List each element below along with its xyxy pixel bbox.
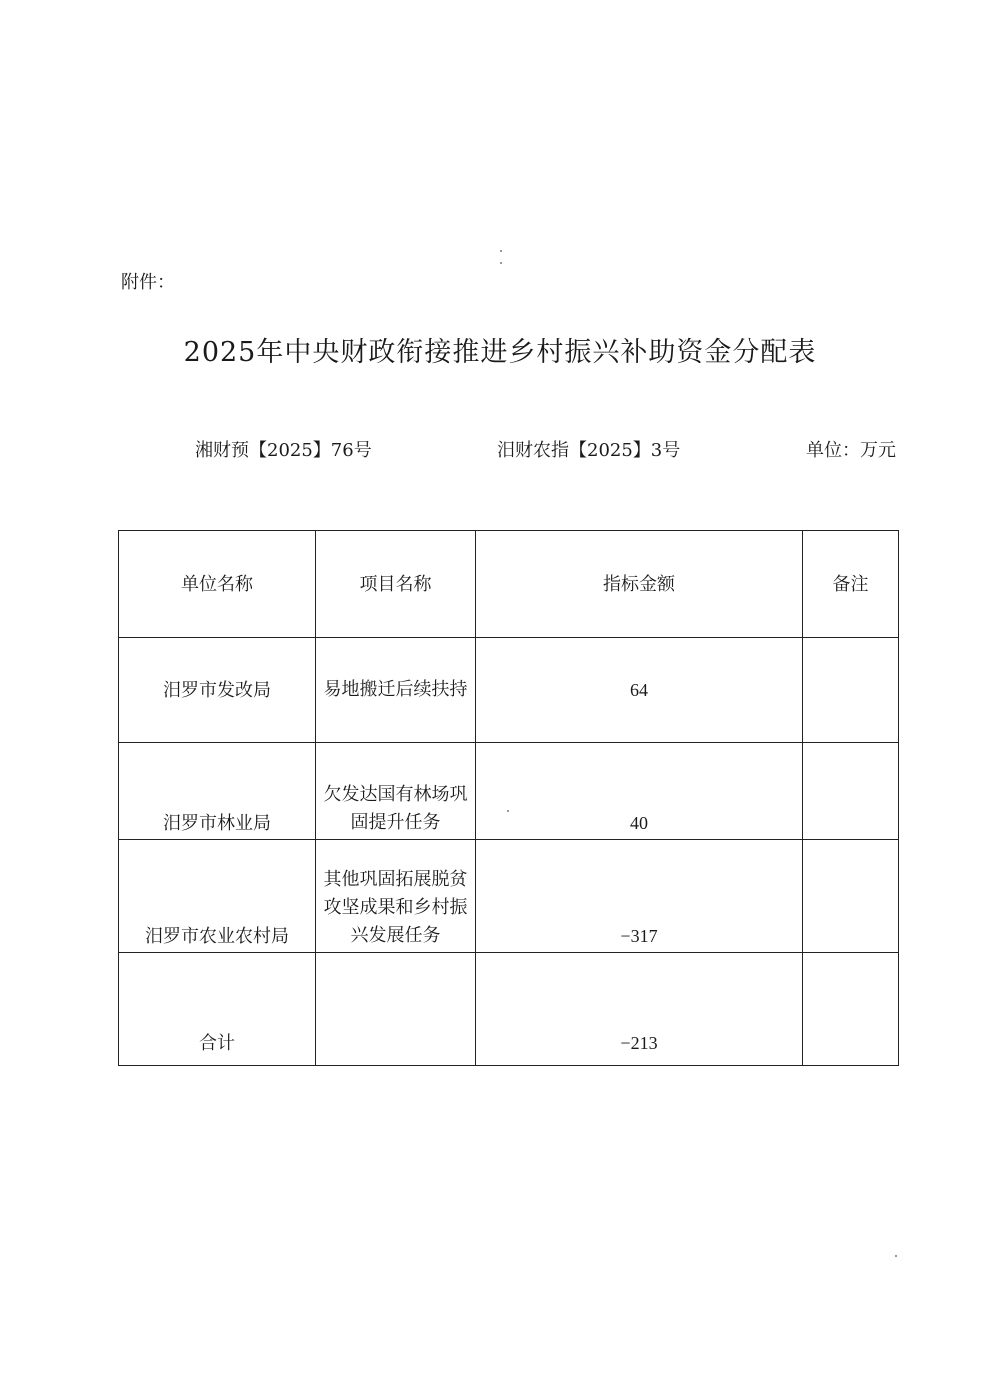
scan-speck	[507, 810, 509, 812]
row-unit: 汨罗市发改局	[119, 638, 316, 743]
row-amount: 64	[476, 638, 803, 743]
table-header-row	[119, 531, 899, 638]
row-note	[803, 743, 899, 840]
row-note	[803, 840, 899, 953]
row-project: 欠发达国有林场巩固提升任务	[316, 743, 476, 840]
row-amount: 40	[476, 743, 803, 840]
total-label: 合计	[119, 953, 316, 1066]
page-title: 2025年中央财政衔接推进乡村振兴补助资金分配表	[183, 337, 817, 368]
allocation-table	[118, 530, 899, 1066]
scan-speck	[895, 1255, 897, 1257]
table-total-row	[119, 953, 899, 1066]
scan-speck	[500, 250, 502, 252]
table-row	[119, 743, 899, 840]
header-note: 备注	[803, 531, 899, 638]
total-amount: −213	[476, 953, 803, 1066]
header-project-name: 项目名称	[316, 531, 476, 638]
attachment-label: 附件：	[121, 272, 175, 293]
header-unit-name: 单位名称	[119, 531, 316, 638]
scan-speck	[500, 262, 502, 264]
row-amount: −317	[476, 840, 803, 953]
unit-label: 单位：万元	[806, 440, 896, 461]
row-unit: 汨罗市农业农村局	[119, 840, 316, 953]
table-row	[119, 840, 899, 953]
table-row	[119, 638, 899, 743]
document-number-micainongzhi: 汨财农指【2025】3号	[497, 440, 681, 461]
row-note	[803, 638, 899, 743]
row-project: 易地搬迁后续扶持	[316, 638, 476, 743]
total-project	[316, 953, 476, 1066]
total-note	[803, 953, 899, 1066]
row-unit: 汨罗市林业局	[119, 743, 316, 840]
row-project: 其他巩固拓展脱贫攻坚成果和乡村振兴发展任务	[316, 840, 476, 953]
header-amount: 指标金额	[476, 531, 803, 638]
document-number-xiangcaiyu: 湘财预【2025】76号	[195, 440, 372, 461]
